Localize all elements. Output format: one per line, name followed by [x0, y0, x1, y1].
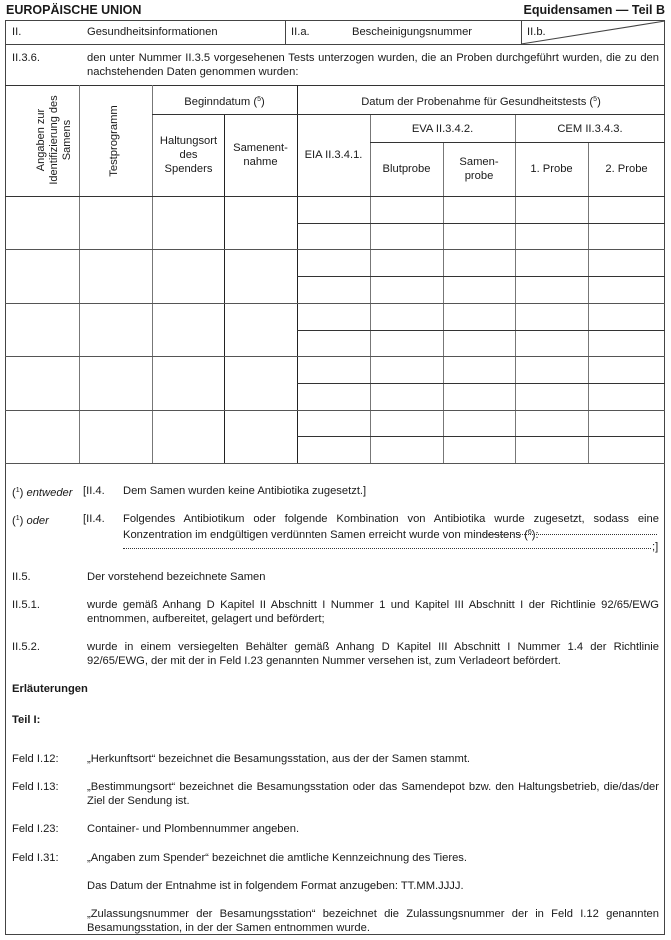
cell-eia[interactable] — [297, 276, 370, 303]
cell-semen[interactable] — [443, 330, 515, 357]
cell-blood[interactable] — [370, 303, 443, 330]
cell-sample2[interactable] — [588, 436, 665, 463]
cell-testprogram[interactable] — [79, 196, 152, 249]
header-holding: Haltungsort des Spenders — [159, 135, 218, 175]
header-start-date: Beginndatum ($^5$) — [184, 96, 265, 108]
cell-collection[interactable] — [224, 303, 297, 356]
clause-text: wurde gemäß Anhang D Kapitel II Abschnitt I Nummer 1 und Kapitel III Abschnitt I der Richtlinie 92/65/EWG entnommen, aufbereitet, gelagert und befördert; — [87, 599, 659, 625]
subrow-divider — [297, 223, 665, 224]
cell-eia[interactable] — [297, 356, 370, 383]
cell-sample1[interactable] — [515, 276, 588, 303]
subrow-divider — [297, 383, 665, 384]
cell-blood[interactable] — [370, 249, 443, 276]
field-text: Das Datum der Entnahme ist in folgendem Format anzugeben: TT.MM.JJJJ. — [87, 880, 464, 892]
cell-sample1[interactable] — [515, 410, 588, 437]
cell-semen[interactable] — [443, 383, 515, 410]
field-text: „Zulassungsnummer der Besamungsstation“ bezeichnet die Zulassungsnummer der in Feld I.12 genannten Besamungsstation, in der der Samen entnommen wurde. — [87, 908, 659, 934]
header-sampling-date: Datum der Probenahme für Gesundheitstests ($^5$) — [361, 96, 601, 108]
cell-semen[interactable] — [443, 356, 515, 383]
cell-semen[interactable] — [443, 196, 515, 223]
option-text: Folgendes Antibiotikum oder folgende Kombination von Antibiotika wurde zugesetzt, sodass eine Konzentration im endgültigen verdünnten Samen erreicht wurde von mindestens ($^6$): — [123, 513, 659, 541]
cell-semen[interactable] — [443, 249, 515, 276]
cell-identification[interactable] — [6, 196, 79, 249]
table-top-border — [5, 85, 665, 86]
notes-part-title: Teil I: — [12, 714, 41, 726]
cell-collection[interactable] — [224, 410, 297, 463]
cell-identification[interactable] — [6, 303, 79, 356]
cell-blood[interactable] — [370, 196, 443, 223]
field-text: „Angaben zum Spender“ bezeichnet die amtliche Kennzeichnung des Tieres. — [87, 852, 467, 864]
header-sample-1: 1. Probe — [530, 163, 573, 175]
cell-eia[interactable] — [297, 436, 370, 463]
cell-sample2[interactable] — [588, 196, 665, 223]
header-eva: EVA II.3.4.2. — [411, 123, 474, 135]
option-text: Dem Samen wurden keine Antibiotika zugesetzt.] — [123, 485, 367, 497]
cell-semen[interactable] — [443, 223, 515, 250]
cell-sample1[interactable] — [515, 436, 588, 463]
cell-holding[interactable] — [152, 249, 224, 302]
cell-sample1[interactable] — [515, 303, 588, 330]
certificate-number-field[interactable]: Bescheinigungsnummer — [352, 26, 473, 38]
subrow-divider — [297, 436, 665, 437]
cell-semen[interactable] — [443, 410, 515, 437]
clause-number: II.3.6. — [12, 52, 40, 64]
subrow-divider — [297, 330, 665, 331]
cell-semen[interactable] — [443, 303, 515, 330]
field-label: Feld I.13: — [12, 781, 59, 793]
header-cem: CEM II.3.4.3. — [557, 123, 623, 135]
cell-sample2[interactable] — [588, 330, 665, 357]
clause-text: wurde in einem versiegelten Behälter gemäß Anhang D Kapitel III Abschnitt I Nummer 1.4 der Richtlinie 92/65/EWG, der mit der in Feld I.23 genannten Nummer versehen ist, zum Verladeort befördert. — [87, 641, 659, 667]
cell-collection[interactable] — [224, 356, 297, 409]
divider — [5, 44, 665, 45]
cell-testprogram[interactable] — [79, 410, 152, 463]
cell-holding[interactable] — [152, 356, 224, 409]
field-label: Feld I.31: — [12, 852, 59, 864]
cell-collection[interactable] — [224, 249, 297, 302]
cell-blood[interactable] — [370, 223, 443, 250]
strike-diagonal — [521, 20, 666, 45]
field-label: Feld I.12: — [12, 753, 59, 765]
reference-label: II.b. — [527, 26, 546, 38]
header-blood-sample: Blutprobe — [382, 163, 431, 175]
row-divider — [5, 463, 665, 464]
field-text: Container- und Plombennummer angeben. — [87, 823, 300, 835]
clause-text: den unter Nummer II.3.5 vorgesehenen Tests unterzogen wurden, die an Proben durchgeführt wurden, die zu den nachstehenden Daten genommen wurden: — [87, 52, 659, 78]
cell-eia[interactable] — [297, 303, 370, 330]
antibiotic-fill-line[interactable] — [123, 548, 651, 549]
cell-blood[interactable] — [370, 356, 443, 383]
cell-sample2[interactable] — [588, 303, 665, 330]
header-testprogram: Testprogramm — [108, 105, 120, 177]
clause-text: Der vorstehend bezeichnete Samen — [87, 571, 266, 583]
option-number: [II.4. — [83, 513, 105, 525]
section-number: II. — [12, 26, 22, 38]
form-title: Equidensamen — Teil B — [523, 3, 665, 17]
option-or: ($^1$) oder — [12, 515, 49, 527]
cell-semen[interactable] — [443, 276, 515, 303]
cell-blood[interactable] — [370, 276, 443, 303]
header-collection: Samenent- nahme — [233, 142, 288, 168]
header-semen-sample: Samen- probe — [459, 156, 499, 182]
header-identification: Angaben zur Identifizierung des Samens — [35, 95, 73, 185]
field-text: „Bestimmungsort“ bezeichnet die Besamungsstation oder das Samendepot bzw. den Haltungsbetrieb, die/das/der Ziel der Sendung ist. — [87, 781, 659, 807]
cell-eia[interactable] — [297, 196, 370, 223]
cell-sample2[interactable] — [588, 356, 665, 383]
subrow-divider — [297, 276, 665, 277]
cell-identification[interactable] — [6, 410, 79, 463]
certificate-number-label: II.a. — [291, 26, 310, 38]
cell-blood[interactable] — [370, 383, 443, 410]
header-divider — [152, 114, 665, 115]
option-number: [II.4. — [83, 485, 105, 497]
cell-sample1[interactable] — [515, 223, 588, 250]
cell-eia[interactable] — [297, 249, 370, 276]
cell-sample2[interactable] — [588, 383, 665, 410]
cell-semen[interactable] — [443, 436, 515, 463]
cell-sample1[interactable] — [515, 196, 588, 223]
field-text: „Herkunftsort“ bezeichnet die Besamungsstation, aus der der Samen stammt. — [87, 753, 471, 765]
header-divider — [370, 142, 665, 143]
cell-sample2[interactable] — [588, 223, 665, 250]
clause-number: II.5.2. — [12, 641, 40, 653]
cell-sample2[interactable] — [588, 410, 665, 437]
cell-holding[interactable] — [152, 410, 224, 463]
divider — [285, 20, 286, 45]
cell-holding[interactable] — [152, 196, 224, 249]
cell-eia[interactable] — [297, 223, 370, 250]
cell-eia[interactable] — [297, 383, 370, 410]
clause-number: II.5. — [12, 571, 31, 583]
cell-sample1[interactable] — [515, 249, 588, 276]
cell-sample2[interactable] — [588, 249, 665, 276]
cell-eia[interactable] — [297, 410, 370, 437]
cell-collection[interactable] — [224, 196, 297, 249]
clause-number: II.5.1. — [12, 599, 40, 611]
cell-eia[interactable] — [297, 330, 370, 357]
cell-blood[interactable] — [370, 410, 443, 437]
cell-sample1[interactable] — [515, 330, 588, 357]
notes-title: Erläuterungen — [12, 683, 88, 695]
section-title: Gesundheitsinformationen — [87, 26, 218, 38]
cell-testprogram[interactable] — [79, 249, 152, 302]
cell-sample1[interactable] — [515, 383, 588, 410]
option-closing: ;] — [652, 541, 659, 553]
header-eia: EIA II.3.4.1. — [304, 149, 363, 161]
cell-blood[interactable] — [370, 436, 443, 463]
cell-identification[interactable] — [6, 249, 79, 302]
cell-holding[interactable] — [152, 303, 224, 356]
header-sample-2: 2. Probe — [605, 163, 648, 175]
cell-identification[interactable] — [6, 356, 79, 409]
cell-testprogram[interactable] — [79, 303, 152, 356]
cell-blood[interactable] — [370, 330, 443, 357]
cell-sample2[interactable] — [588, 276, 665, 303]
antibiotic-fill-line[interactable] — [482, 534, 657, 535]
issuer-title: EUROPÄISCHE UNION — [6, 3, 142, 17]
field-label: Feld I.23: — [12, 823, 59, 835]
cell-testprogram[interactable] — [79, 356, 152, 409]
cell-sample1[interactable] — [515, 356, 588, 383]
option-either: ($^1$) entweder — [12, 487, 73, 499]
